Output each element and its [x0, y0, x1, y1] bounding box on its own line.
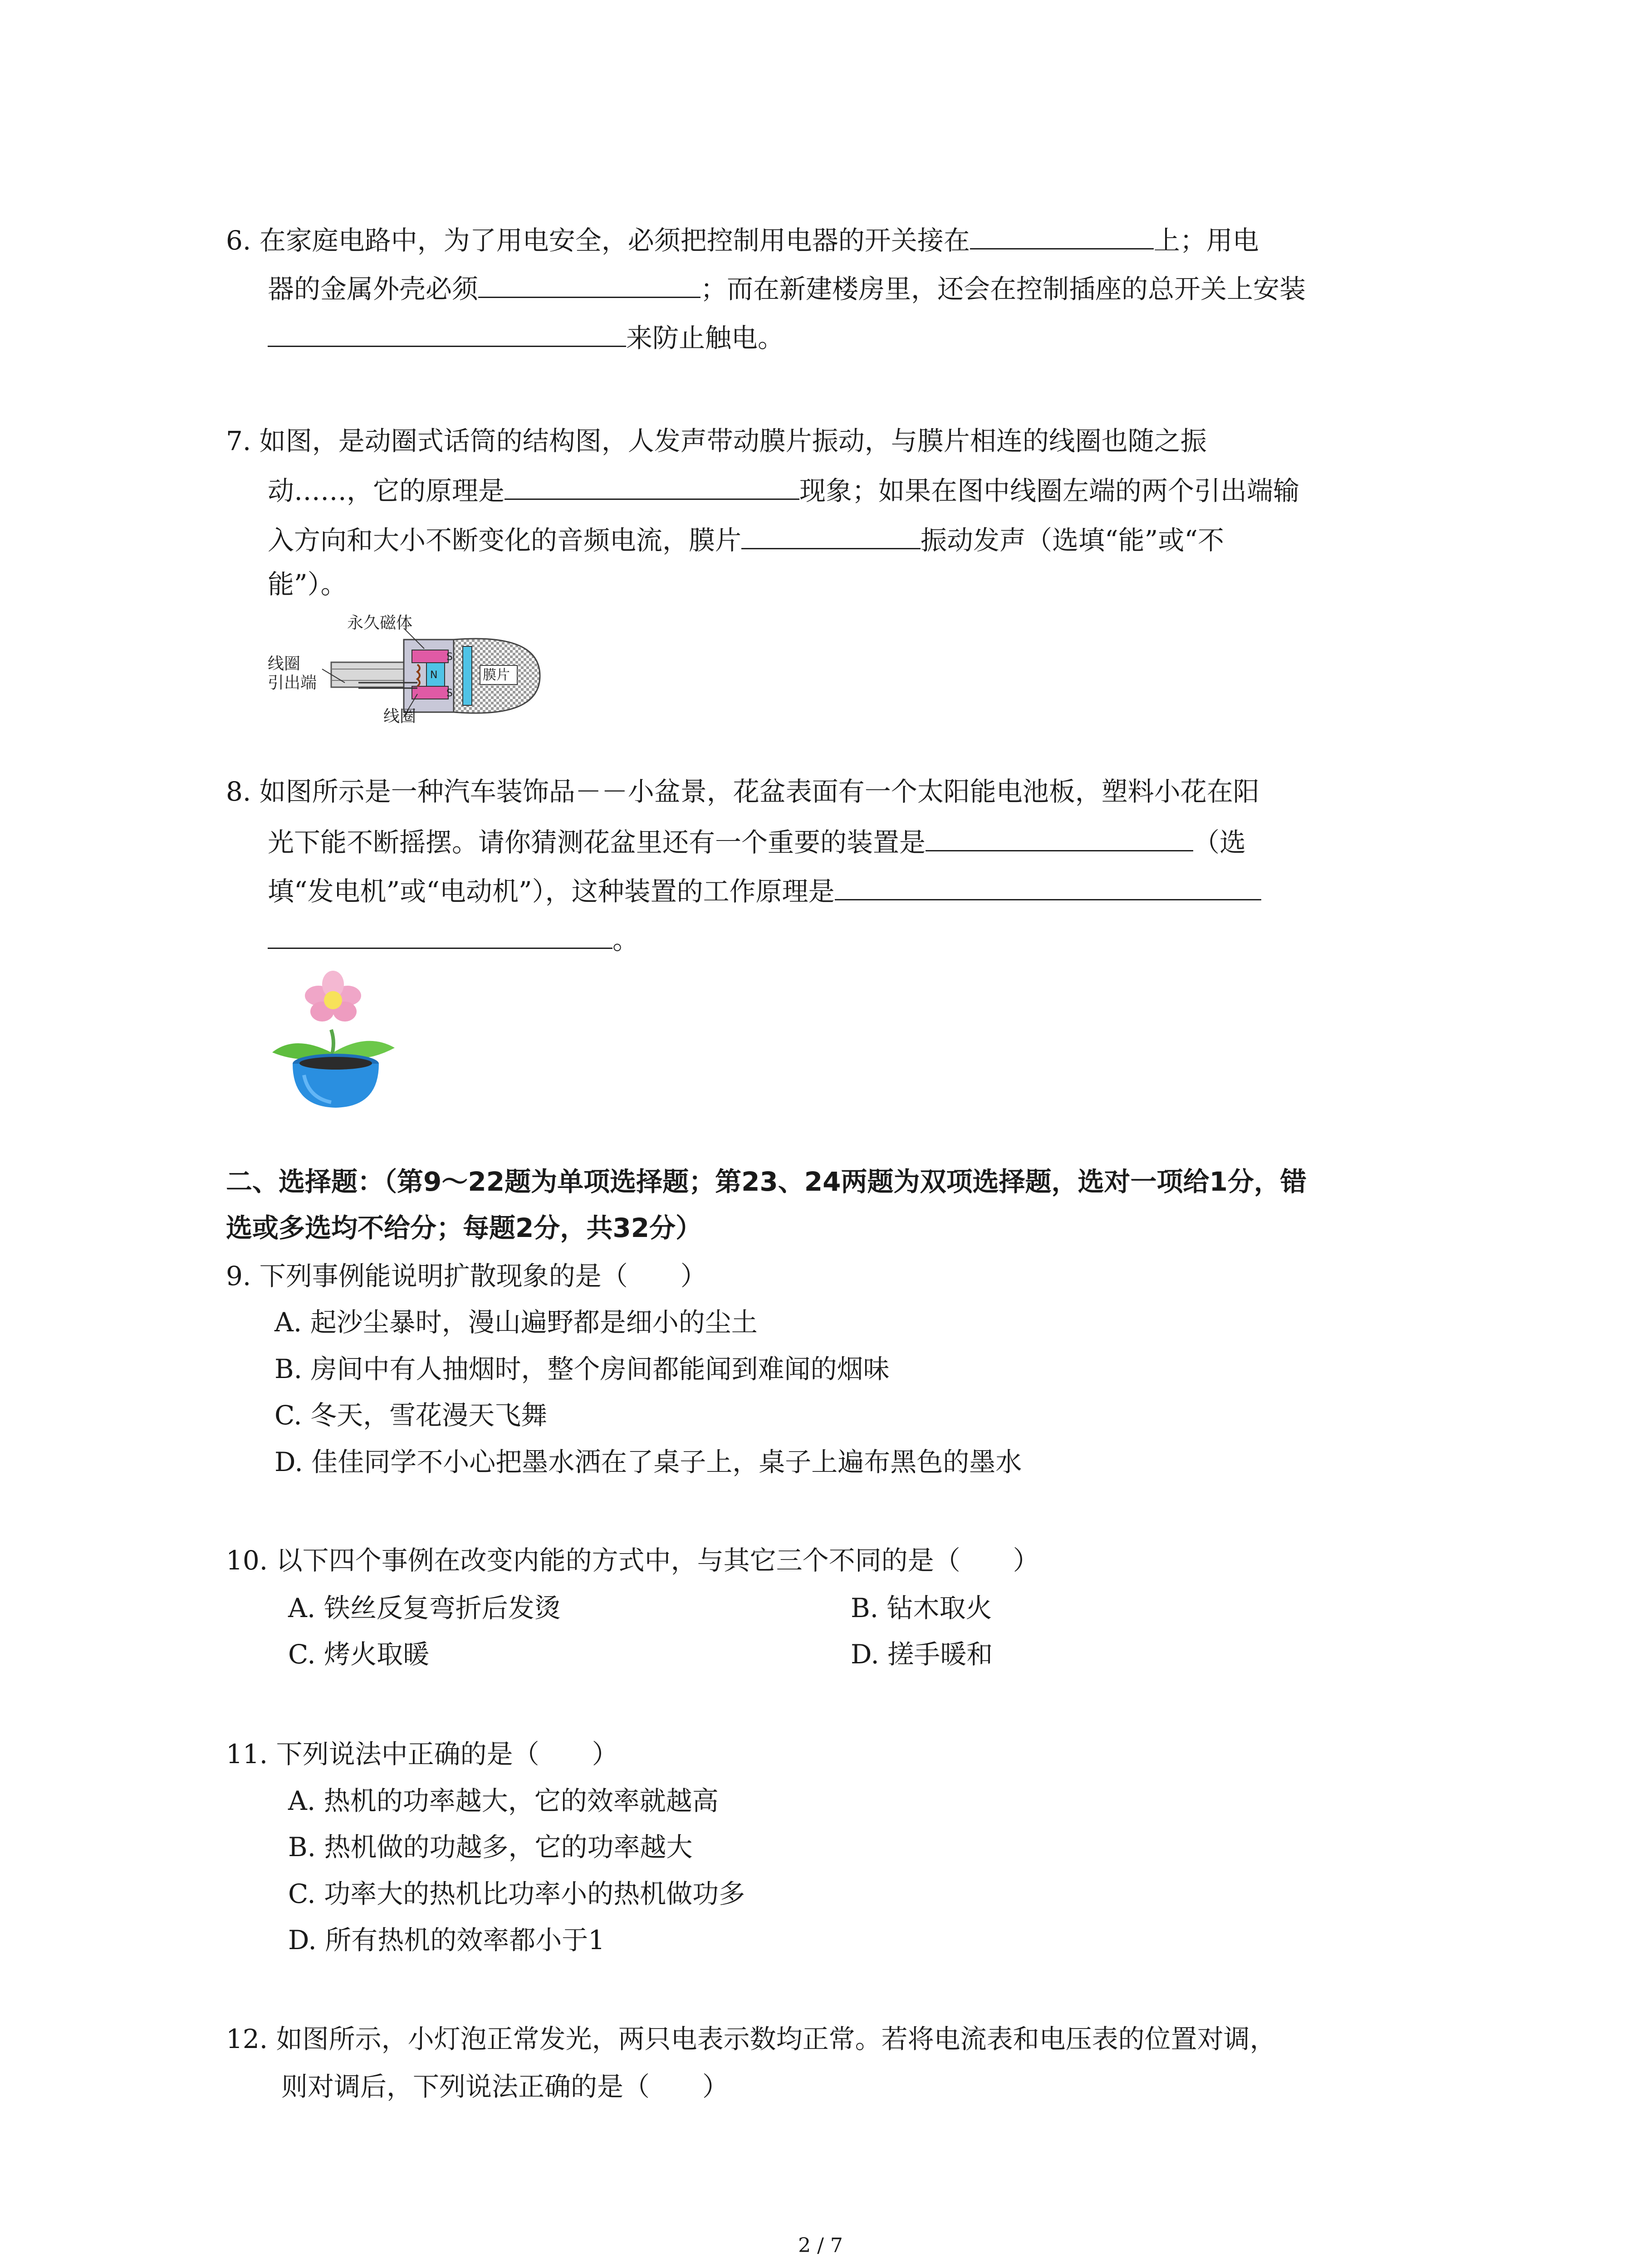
section-2-heading	[226, 1166, 1307, 1198]
q11-stem-text: 11. 下列说法中正确的是（ ）	[226, 1739, 618, 1769]
coil-lead-label: 引出端	[268, 674, 317, 692]
q8-text: 。	[612, 924, 639, 955]
q10-option-a[interactable]	[288, 1592, 561, 1624]
q8-text: 填“发电机”或“电动机”），这种装置的工作原理是	[268, 876, 835, 907]
option-text: A. 热机的功率越大，它的效率就越高	[288, 1785, 719, 1816]
q9-option-c[interactable]	[274, 1399, 547, 1431]
q11-option-d[interactable]	[288, 1924, 605, 1956]
option-text: D. 佳佳同学不小心把墨水洒在了桌子上，桌子上遍布黑色的墨水	[274, 1447, 1022, 1477]
q9-option-a[interactable]	[274, 1306, 758, 1338]
q8-text: 8. 如图所示是一种汽车装饰品－－小盆景，花盆表面有一个太阳能电池板，塑料小花在阳	[226, 776, 1259, 807]
q6-text: 上；用电	[1153, 225, 1259, 256]
diaphragm-label: 膜片	[483, 667, 510, 683]
q6-text: 6. 在家庭电路中，为了用电安全，必须把控制用电器的开关接在	[226, 225, 970, 256]
q10-option-b[interactable]	[851, 1592, 992, 1624]
q7-text: 现象；如果在图中线圈左端的两个引出端输	[799, 475, 1300, 506]
option-text: B. 热机做的功越多，它的功率越大	[288, 1832, 693, 1862]
section-2-text: 二、选择题：（第9～22题为单项选择题；第23、24两题为双项选择题，选对一项给1分，错	[226, 1166, 1307, 1197]
q12-text: 则对调后，下列说法正确的是（ ）	[281, 2071, 729, 2102]
option-text: B. 房间中有人抽烟时，整个房间都能闻到难闻的烟味	[274, 1354, 890, 1384]
microphone-diagram	[268, 615, 558, 723]
q6-text: 器的金属外壳必须	[268, 274, 479, 304]
q8-blank-3[interactable]	[268, 923, 612, 949]
option-text: A. 起沙尘暴时，漫山遍野都是细小的尘土	[274, 1307, 758, 1338]
option-text: D. 搓手暖和	[851, 1639, 993, 1670]
coil-lead-label: 线圈	[268, 655, 301, 673]
q7-blank-2[interactable]	[741, 523, 921, 549]
q6-text: 来防止触电。	[626, 323, 784, 353]
option-text: C. 烤火取暖	[288, 1639, 430, 1670]
q8-text: 光下能不断摇摆。请你猜测花盆里还有一个重要的装置是	[268, 827, 926, 858]
q6-blank-2[interactable]	[478, 272, 700, 298]
q7-text: 能”）。	[268, 569, 347, 600]
magnet-label: 永久磁体	[347, 615, 413, 632]
q7-line-2	[268, 474, 1299, 507]
q7-text: 入方向和大小不断变化的音频电流，膜片	[268, 525, 742, 556]
q7-blank-1[interactable]	[505, 474, 799, 500]
q8-line-4	[268, 923, 639, 956]
option-text: C. 功率大的热机比功率小的热机做功多	[288, 1878, 745, 1909]
q6-line-3	[268, 321, 784, 354]
option-text: B. 钻木取火	[851, 1593, 992, 1623]
q9-stem	[226, 1260, 707, 1292]
option-text: A. 铁丝反复弯折后发烫	[288, 1593, 561, 1623]
q8-line-2	[268, 826, 1246, 858]
flower-pot-image	[268, 966, 399, 1111]
q8-line-3	[268, 875, 1261, 907]
q6-line-2	[268, 272, 1306, 305]
q10-stem	[226, 1545, 1039, 1576]
q6-line-1	[226, 224, 1259, 256]
q7-text: 动……，它的原理是	[268, 475, 505, 506]
q11-option-b[interactable]	[288, 1831, 693, 1863]
q8-blank-2[interactable]	[835, 875, 1261, 900]
q12-text: 12. 如图所示，小灯泡正常发光，两只电表示数均正常。若将电流表和电压表的位置对调，	[226, 2024, 1276, 2054]
q8-text: （选	[1193, 827, 1246, 858]
page-number: 2 / 7	[798, 2234, 843, 2257]
q10-option-d[interactable]	[851, 1638, 993, 1670]
section-2-heading-cont	[226, 1212, 702, 1244]
q11-option-a[interactable]	[288, 1785, 719, 1817]
option-text: C. 冬天，雪花漫天飞舞	[274, 1400, 548, 1431]
q10-option-c[interactable]	[288, 1638, 429, 1670]
q12-line-2	[281, 2071, 729, 2102]
q6-text: ；而在新建楼房里，还会在控制插座的总开关上安装	[700, 274, 1306, 304]
q9-option-b[interactable]	[274, 1353, 890, 1385]
coil-label: 线圈	[383, 707, 416, 723]
q7-line-1	[226, 425, 1207, 457]
q7-text: 7. 如图，是动圈式话筒的结构图，人发声带动膜片振动，与膜片相连的线圈也随之振	[226, 425, 1207, 456]
q8-blank-1[interactable]	[926, 826, 1193, 851]
section-2-text: 选或多选均不给分；每题2分，共32分）	[226, 1212, 702, 1243]
q7-text: 振动发声（选填“能”或“不	[921, 525, 1224, 556]
pole-s-label: S	[446, 651, 453, 663]
microphone-figure	[268, 615, 558, 723]
pole-n-label: N	[430, 670, 438, 681]
pole-s-label: S	[446, 688, 453, 699]
q8-line-1	[226, 776, 1259, 807]
q7-line-4	[268, 568, 347, 600]
q11-stem	[226, 1738, 618, 1770]
q12-line-1	[226, 2023, 1276, 2055]
flower-pot-figure	[268, 966, 399, 1111]
q6-blank-1[interactable]	[970, 224, 1154, 249]
q6-blank-3[interactable]	[268, 321, 626, 347]
q9-option-d[interactable]	[274, 1446, 1022, 1478]
q10-stem-text: 10. 以下四个事例在改变内能的方式中，与其它三个不同的是（ ）	[226, 1545, 1039, 1576]
option-text: D. 所有热机的效率都小于1	[288, 1925, 605, 1955]
q9-stem-text: 9. 下列事例能说明扩散现象的是（ ）	[226, 1261, 707, 1291]
q11-option-c[interactable]	[288, 1878, 745, 1910]
q7-line-3	[268, 523, 1224, 556]
